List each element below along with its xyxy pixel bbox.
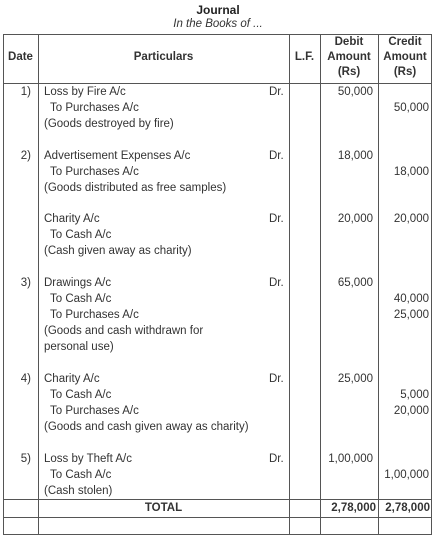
debit-account: Charity A/c xyxy=(44,373,100,385)
credit-amount: 50,000 xyxy=(393,102,429,114)
narration: (Cash stolen) xyxy=(44,485,113,497)
debit-amount: 50,000 xyxy=(337,86,373,98)
credit-amount: 25,000 xyxy=(393,309,429,321)
credit-amount: 18,000 xyxy=(393,166,429,178)
narration: (Goods and cash given away as charity) xyxy=(44,421,249,433)
dr-label: Dr. xyxy=(269,453,284,465)
credit-amount: 40,000 xyxy=(393,293,429,305)
credit-amount: 1,00,000 xyxy=(384,469,429,481)
credit-amount: 20,000 xyxy=(393,213,429,225)
credit-amount: 5,000 xyxy=(400,389,429,401)
debit-amount: 18,000 xyxy=(337,150,373,162)
credit-account: To Purchases A/c xyxy=(50,309,139,321)
credit-account: To Purchases A/c xyxy=(50,405,139,417)
header-debit: Debit Amount (Rs) xyxy=(327,36,371,78)
debit-amount: 1,00,000 xyxy=(328,453,373,465)
narration: (Cash given away as charity) xyxy=(44,245,192,257)
total-bottom-divider xyxy=(3,517,432,518)
header-date: Date xyxy=(8,51,33,63)
narration: (Goods distributed as free samples) xyxy=(44,182,227,194)
col-divider xyxy=(289,34,290,535)
debit-account: Drawings A/c xyxy=(44,277,112,289)
entry-date: 1) xyxy=(20,86,31,98)
entry-date: 4) xyxy=(20,373,31,385)
credit-account: To Purchases A/c xyxy=(50,102,139,114)
credit-account: To Cash A/c xyxy=(50,469,112,481)
narration: (Goods destroyed by fire) xyxy=(44,118,174,130)
debit-amount: 25,000 xyxy=(337,373,373,385)
entry-date: 3) xyxy=(20,277,31,289)
header-credit: Credit Amount (Rs) xyxy=(383,36,427,78)
header-particulars: Particulars xyxy=(133,51,194,63)
debit-account: Charity A/c xyxy=(44,213,100,225)
dr-label: Dr. xyxy=(269,373,284,385)
total-debit: 2,78,000 xyxy=(331,502,376,514)
debit-account: Advertisement Expenses A/c xyxy=(44,150,191,162)
total-label: TOTAL xyxy=(144,502,183,514)
credit-account: To Purchases A/c xyxy=(50,166,139,178)
credit-account: To Cash A/c xyxy=(50,293,112,305)
dr-label: Dr. xyxy=(269,213,284,225)
debit-amount: 65,000 xyxy=(337,277,373,289)
narration: personal use) xyxy=(44,341,114,353)
dr-label: Dr. xyxy=(269,86,284,98)
credit-account: To Cash A/c xyxy=(50,389,112,401)
header-lf: L.F. xyxy=(294,51,315,63)
credit-amount: 20,000 xyxy=(393,405,429,417)
dr-label: Dr. xyxy=(269,277,284,289)
entry-date: 2) xyxy=(20,150,31,162)
dr-label: Dr. xyxy=(269,150,284,162)
col-divider xyxy=(38,34,39,535)
total-credit: 2,78,000 xyxy=(385,502,430,514)
credit-account: To Cash A/c xyxy=(50,229,112,241)
debit-account: Loss by Theft A/c xyxy=(44,453,133,465)
journal-subtitle: In the Books of ... xyxy=(173,18,263,30)
journal-title: Journal xyxy=(196,3,240,17)
entry-date: 5) xyxy=(20,453,31,465)
debit-amount: 20,000 xyxy=(337,213,373,225)
debit-account: Loss by Fire A/c xyxy=(44,86,126,98)
narration: (Goods and cash withdrawn for xyxy=(44,325,204,337)
